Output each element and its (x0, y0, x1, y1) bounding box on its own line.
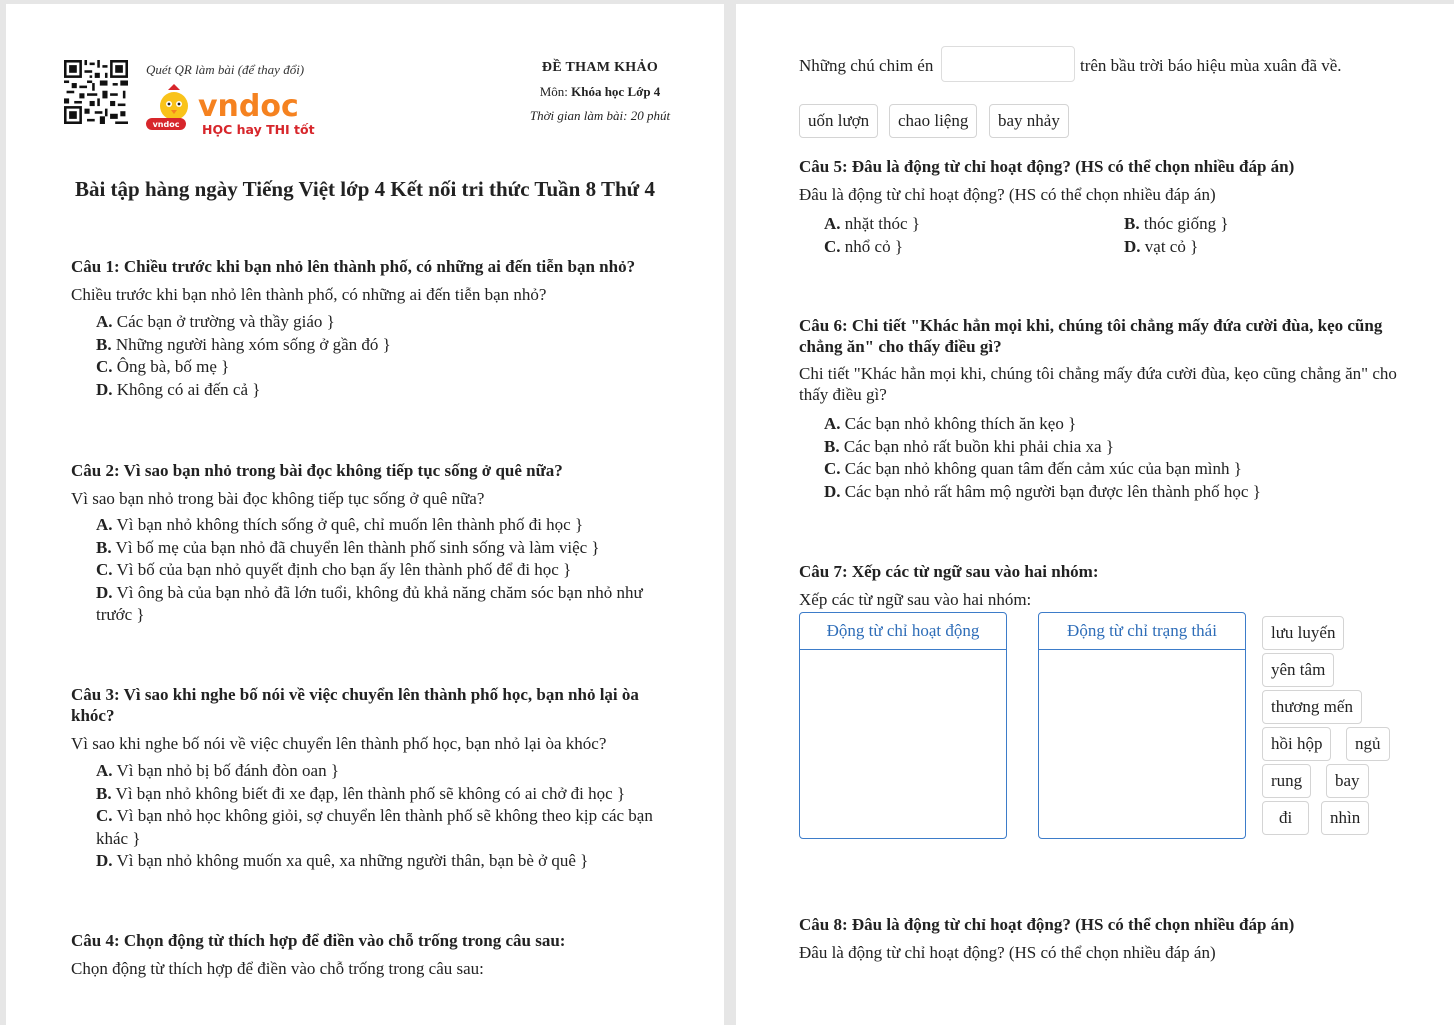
q1-text: Chiều trước khi bạn nhỏ lên thành phố, có những ai đến tiễn bạn nhỏ? (71, 285, 547, 304)
subject-prefix: Môn: (539, 84, 572, 99)
q7-group-state[interactable] (1038, 612, 1246, 839)
q5-text: Đâu là động từ chỉ hoạt động? (HS có thể chọn nhiều đáp án) (799, 185, 1216, 204)
document-title: Bài tập hàng ngày Tiếng Việt lớp 4 Kết nối tri thức Tuần 8 Thứ 4 (74, 177, 656, 201)
q4-title: Câu 4: Chọn động từ thích hợp để điền vào chỗ trống trong câu sau: (71, 931, 566, 950)
q7-group-activity-label: Động từ chỉ hoạt động (800, 613, 1006, 650)
subject-line (490, 84, 710, 100)
right-page (736, 4, 1454, 1025)
q1-option-a[interactable]: A. Các bạn ở trường và thầy giáo } (96, 312, 335, 331)
q4-sentence-after: trên bầu trời báo hiệu mùa xuân đã về. (1080, 56, 1342, 75)
q3-option-a[interactable]: A. Vì bạn nhỏ bị bố đánh đòn oan } (96, 761, 339, 780)
q2-option-c[interactable]: C. Vì bố của bạn nhỏ quyết định cho bạn ấy lên thành phố để đi học } (96, 560, 572, 579)
q8-text: Đâu là động từ chỉ hoạt động? (HS có thể chọn nhiều đáp án) (799, 943, 1216, 962)
subject-name: Khóa học Lớp 4 (571, 84, 661, 99)
q4-text: Chọn động từ thích hợp để điền vào chỗ trống trong câu sau: (71, 959, 484, 978)
q1-option-b[interactable]: B. Những người hàng xóm sống ở gần đó } (96, 334, 391, 354)
q4-choice-uon-luon[interactable]: uốn lượn (799, 104, 878, 138)
left-page (6, 4, 724, 1025)
q6-option-a[interactable]: A. Các bạn nhỏ không thích ăn kẹo } (824, 414, 1077, 433)
q6-option-c[interactable]: C. Các bạn nhỏ không quan tâm đến cảm xúc của bạn mình } (824, 459, 1242, 478)
q2-option-a[interactable]: A. Vì bạn nhỏ không thích sống ở quê, chỉ muốn lên thành phố đi học } (96, 515, 584, 534)
q6-text: Chi tiết "Khác hẳn mọi khi, chúng tôi chẳng mấy đứa cười đùa, kẹo cũng chẳng ăn" cho thấy điều gì? (799, 364, 1397, 404)
q7-word-chip[interactable]: thương mến (1262, 690, 1362, 724)
q7-word-chip[interactable]: lưu luyến (1262, 616, 1344, 650)
q3-option-b[interactable]: B. Vì bạn nhỏ không biết đi xe đạp, lên thành phố sẽ không có ai chở đi học } (96, 783, 626, 803)
q3-title: Câu 3: Vì sao khi nghe bố nói về việc chuyển lên thành phố học, bạn nhỏ lại òa khóc? (71, 685, 639, 725)
q7-group-activity[interactable] (799, 612, 1007, 839)
q4-sentence-before: Những chú chim én (799, 56, 934, 75)
logo-brand: vndoc (198, 89, 299, 124)
q3-option-c[interactable]: C. Vì bạn nhỏ học không giỏi, sợ chuyển lên thành phố sẽ không theo kịp các bạn khác } (96, 806, 653, 848)
q8-title: Câu 8: Đâu là động từ chỉ hoạt động? (HS có thể chọn nhiều đáp án) (799, 915, 1295, 934)
q7-title: Câu 7: Xếp các từ ngữ sau vào hai nhóm: (799, 562, 1099, 581)
qr-note: Quét QR làm bài (để thay đổi) (146, 62, 305, 77)
q1-options (96, 311, 666, 401)
q7-word-chip[interactable]: ngủ (1346, 727, 1390, 761)
qr-code-icon[interactable] (64, 60, 128, 124)
logo-slogan: HỌC hay THI tốt (202, 122, 315, 137)
q4-choice-chao-lieng[interactable]: chao liệng (889, 104, 977, 138)
q7-word-chip[interactable]: đi (1262, 801, 1309, 835)
q6-options (824, 413, 1434, 503)
q6-title: Câu 6: Chi tiết "Khác hẳn mọi khi, chúng tôi chẳng mấy đứa cười đùa, kẹo cũng chẳng ăn" cho thấy điều gì? (799, 316, 1383, 356)
q4-blank-dropzone[interactable] (941, 46, 1075, 82)
q5-option-d[interactable]: D. vạt cỏ } (1124, 237, 1199, 256)
q4-choice-bay-nhay[interactable]: bay nhảy (989, 104, 1069, 138)
q2-text: Vì sao bạn nhỏ trong bài đọc không tiếp tục sống ở quê nữa? (71, 489, 485, 508)
q5-option-c[interactable]: C. nhổ cỏ } (824, 237, 903, 256)
q6-option-d[interactable]: D. Các bạn nhỏ rất hâm mộ người bạn được lên thành phố học } (824, 481, 1261, 501)
q2-title: Câu 2: Vì sao bạn nhỏ trong bài đọc không tiếp tục sống ở quê nữa? (71, 461, 563, 480)
logo-tag: vndoc (152, 120, 180, 129)
q7-word-chip[interactable]: bay (1326, 764, 1369, 798)
q3-text: Vì sao khi nghe bố nói về việc chuyển lên thành phố học, bạn nhỏ lại òa khóc? (71, 734, 607, 753)
q1-title: Câu 1: Chiều trước khi bạn nhỏ lên thành phố, có những ai đến tiễn bạn nhỏ? (71, 257, 636, 276)
q7-word-chip[interactable]: hồi hộp (1262, 727, 1331, 761)
q2-option-d[interactable]: D. Vì ông bà của bạn nhỏ đã lớn tuổi, không đủ khả năng chăm sóc bạn nhỏ như trước } (96, 582, 643, 624)
q2-option-b[interactable]: B. Vì bố mẹ của bạn nhỏ đã chuyển lên thành phố sinh sống và làm việc } (96, 537, 600, 557)
vndoc-logo[interactable] (146, 82, 316, 138)
q3-option-d[interactable]: D. Vì bạn nhỏ không muốn xa quê, xa những người thân, bạn bè ở quê } (96, 851, 589, 870)
q6-option-b[interactable]: B. Các bạn nhỏ rất buồn khi phải chia xa } (824, 436, 1115, 456)
q1-option-c[interactable]: C. Ông bà, bố mẹ } (96, 357, 230, 376)
q7-word-chip[interactable]: nhìn (1321, 801, 1369, 835)
q3-options (96, 760, 666, 873)
exam-label: ĐỀ THAM KHẢO (541, 60, 659, 75)
q2-options (96, 514, 656, 627)
q5-option-b[interactable]: B. thóc giống } (1124, 214, 1229, 233)
q7-word-chip[interactable]: yên tâm (1262, 653, 1334, 687)
q7-text: Xếp các từ ngữ sau vào hai nhóm: (799, 590, 1032, 609)
q7-group-state-label: Động từ chỉ trạng thái (1039, 613, 1245, 650)
q1-option-d[interactable]: D. Không có ai đến cả } (96, 379, 261, 399)
q5-title: Câu 5: Đâu là động từ chỉ hoạt động? (HS có thể chọn nhiều đáp án) (799, 157, 1295, 176)
q5-option-a[interactable]: A. nhặt thóc } (824, 214, 920, 233)
time-limit: Thời gian làm bài: 20 phút (529, 108, 671, 123)
q7-word-chip[interactable]: rung (1262, 764, 1311, 798)
